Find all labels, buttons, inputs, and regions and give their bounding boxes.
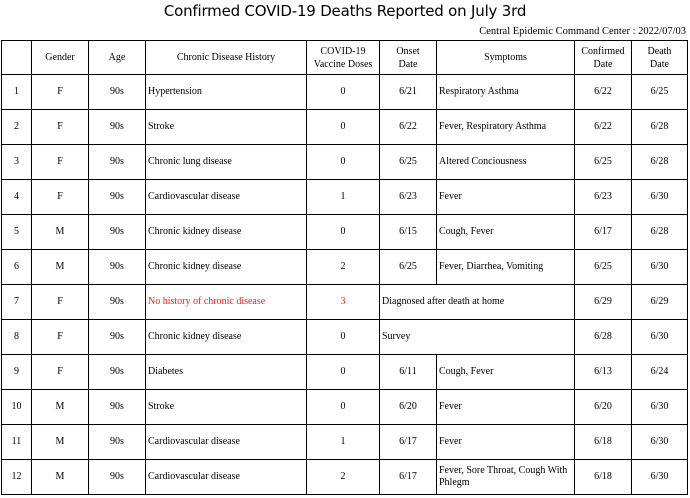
cell-gender: F	[32, 75, 89, 110]
cell-disease: Chronic lung disease	[146, 145, 307, 180]
cell-no: 10	[2, 390, 32, 425]
header-confirmed-date	[575, 41, 632, 75]
cell-confirmed: 6/17	[575, 215, 632, 250]
table-row	[2, 75, 688, 110]
cell-confirmed: 6/25	[575, 250, 632, 285]
cell-disease: Cardiovascular disease	[146, 460, 307, 495]
table-row	[2, 460, 688, 495]
cell-onset: 6/11	[380, 355, 437, 390]
cell-confirmed: 6/28	[575, 320, 632, 355]
header-row	[2, 41, 688, 75]
cell-no: 7	[2, 285, 32, 320]
table-row	[2, 110, 688, 145]
table-row	[2, 390, 688, 425]
deaths-table	[1, 40, 688, 495]
cell-doses: 2	[307, 250, 380, 285]
cell-doses: 2	[307, 460, 380, 495]
cell-no: 5	[2, 215, 32, 250]
header-gender: Gender	[32, 41, 89, 75]
cell-symptoms: Fever	[437, 180, 575, 215]
cell-age: 90s	[89, 320, 146, 355]
cell-symptoms: Fever, Respiratory Asthma	[437, 110, 575, 145]
header-age: Age	[89, 41, 146, 75]
cell-symptoms: Altered Conciousness	[437, 145, 575, 180]
cell-symptoms: Fever	[437, 425, 575, 460]
cell-no: 11	[2, 425, 32, 460]
cell-confirmed: 6/18	[575, 460, 632, 495]
cell-disease: Chronic kidney disease	[146, 320, 307, 355]
cell-gender: M	[32, 250, 89, 285]
cell-disease: Hypertension	[146, 75, 307, 110]
cell-symptoms: Fever, Diarrhea, Vomiting	[437, 250, 575, 285]
cell-death: 6/29	[632, 285, 688, 320]
header-vaccine-line2: Vaccine Doses	[313, 58, 373, 70]
cell-gender: M	[32, 390, 89, 425]
cell-death: 6/28	[632, 145, 688, 180]
cell-age: 90s	[89, 75, 146, 110]
cell-death: 6/28	[632, 215, 688, 250]
cell-onset: 6/15	[380, 215, 437, 250]
cell-confirmed: 6/18	[575, 425, 632, 460]
cell-onset: 6/20	[380, 390, 437, 425]
cell-onset: 6/21	[380, 75, 437, 110]
cell-gender: M	[32, 425, 89, 460]
header-vaccine-doses	[307, 41, 380, 75]
table-row	[2, 145, 688, 180]
cell-death: 6/28	[632, 110, 688, 145]
cell-onset: 6/17	[380, 460, 437, 495]
cell-confirmed: 6/13	[575, 355, 632, 390]
table-row-highlighted	[2, 285, 688, 320]
header-disease: Chronic Disease History	[146, 41, 307, 75]
source-attribution: Central Epidemic Command Center : 2022/07/03	[479, 26, 686, 37]
cell-onset: 6/22	[380, 110, 437, 145]
cell-age: 90s	[89, 250, 146, 285]
cell-doses: 0	[307, 110, 380, 145]
cell-age: 90s	[89, 425, 146, 460]
header-death-line1: Death	[647, 45, 672, 57]
cell-age: 90s	[89, 355, 146, 390]
cell-age: 90s	[89, 110, 146, 145]
cell-confirmed: 6/23	[575, 180, 632, 215]
cell-disease: Cardiovascular disease	[146, 180, 307, 215]
cell-no: 3	[2, 145, 32, 180]
cell-age: 90s	[89, 180, 146, 215]
cell-death: 6/30	[632, 460, 688, 495]
cell-age: 90s	[89, 145, 146, 180]
cell-doses: 0	[307, 355, 380, 390]
cell-gender: M	[32, 460, 89, 495]
page-title: Confirmed COVID-19 Deaths Reported on July 3rd	[163, 2, 527, 20]
cell-symptoms: Cough, Fever	[437, 355, 575, 390]
cell-onset: 6/23	[380, 180, 437, 215]
cell-doses: 1	[307, 180, 380, 215]
cell-age: 90s	[89, 215, 146, 250]
cell-doses: 0	[307, 390, 380, 425]
cell-gender: F	[32, 355, 89, 390]
header-death-line2: Date	[650, 58, 669, 70]
cell-no: 8	[2, 320, 32, 355]
cell-symptoms: Fever, Sore Throat, Cough With Phlegm	[437, 460, 575, 495]
cell-doses: 0	[307, 215, 380, 250]
cell-doses: 3	[307, 285, 380, 320]
table-row	[2, 425, 688, 460]
cell-no: 12	[2, 460, 32, 495]
header-onset-line2: Date	[398, 58, 418, 70]
cell-age: 90s	[89, 285, 146, 320]
cell-no: 1	[2, 75, 32, 110]
cell-gender: F	[32, 285, 89, 320]
cell-onset: 6/25	[380, 250, 437, 285]
header-death-date	[632, 41, 688, 75]
cell-death: 6/30	[632, 320, 688, 355]
cell-gender: F	[32, 180, 89, 215]
header-index	[2, 41, 32, 75]
cell-no: 9	[2, 355, 32, 390]
cell-disease: Cardiovascular disease	[146, 425, 307, 460]
cell-doses: 0	[307, 75, 380, 110]
cell-gender: M	[32, 215, 89, 250]
header-onset-date	[380, 41, 437, 75]
cell-no: 6	[2, 250, 32, 285]
cell-confirmed: 6/22	[575, 75, 632, 110]
cell-death: 6/25	[632, 75, 688, 110]
cell-death: 6/30	[632, 390, 688, 425]
cell-gender: F	[32, 145, 89, 180]
header-symptoms: Symptoms	[437, 41, 575, 75]
table-row	[2, 180, 688, 215]
table-row	[2, 250, 688, 285]
cell-disease: No history of chronic disease	[146, 285, 307, 320]
cell-symptoms: Fever	[437, 390, 575, 425]
cell-death: 6/30	[632, 250, 688, 285]
cell-gender: F	[32, 110, 89, 145]
cell-symptoms: Cough, Fever	[437, 215, 575, 250]
cell-confirmed: 6/20	[575, 390, 632, 425]
cell-death: 6/24	[632, 355, 688, 390]
cell-onset: 6/25	[380, 145, 437, 180]
cell-no: 2	[2, 110, 32, 145]
header-vaccine-line1: COVID-19	[320, 45, 366, 57]
cell-doses: 0	[307, 145, 380, 180]
cell-age: 90s	[89, 390, 146, 425]
cell-onset-symptoms-merged: Diagnosed after death at home	[380, 285, 575, 320]
cell-disease: Chronic kidney disease	[146, 215, 307, 250]
cell-disease: Stroke	[146, 390, 307, 425]
cell-doses: 1	[307, 425, 380, 460]
cell-gender: F	[32, 320, 89, 355]
cell-death: 6/30	[632, 180, 688, 215]
cell-onset-symptoms-merged: Survey	[380, 320, 575, 355]
cell-onset: 6/17	[380, 425, 437, 460]
table-row	[2, 355, 688, 390]
cell-disease: Stroke	[146, 110, 307, 145]
table-row	[2, 320, 688, 355]
cell-disease: Diabetes	[146, 355, 307, 390]
cell-confirmed: 6/29	[575, 285, 632, 320]
cell-no: 4	[2, 180, 32, 215]
cell-confirmed: 6/22	[575, 110, 632, 145]
cell-doses: 0	[307, 320, 380, 355]
table-row	[2, 215, 688, 250]
header-onset-line1: Onset	[396, 45, 420, 57]
cell-death: 6/30	[632, 425, 688, 460]
cell-disease: Chronic kidney disease	[146, 250, 307, 285]
cell-symptoms: Respiratory Asthma	[437, 75, 575, 110]
cell-age: 90s	[89, 460, 146, 495]
header-confirmed-line1: Confirmed	[581, 45, 625, 57]
cell-confirmed: 6/25	[575, 145, 632, 180]
header-confirmed-line2: Date	[593, 58, 613, 70]
